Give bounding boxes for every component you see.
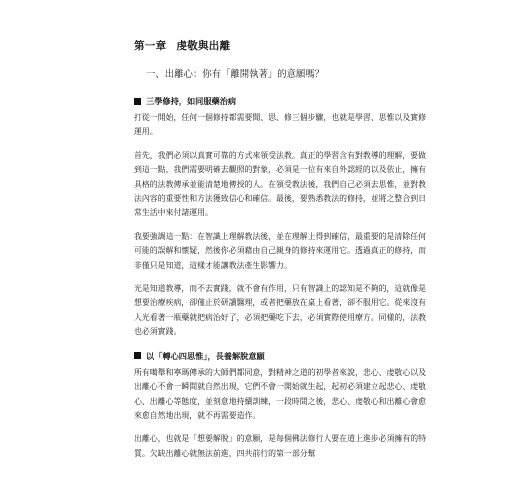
- section-heading-three-trainings: [134, 94, 426, 108]
- section-heading-text: 三學修持，如同服藥治病: [146, 96, 237, 106]
- section-heading-text: 以「轉心四思惟」，長養解脫意願: [146, 350, 265, 361]
- paragraph: 光是知道教導，而不去實踐，就不會有作用，只有智識上的認知是不夠的，這就像是想要治療疾病，卻僅止於研讀醫理，或者把藥放在桌上看著，卻不服用它。從來沒有人光看著一瓶藥就把病治好了，必須把藥吃下去，必須實際使用療方。同樣的，法教也必須實踐。: [134, 284, 426, 337]
- paragraph: 我要強調這一點：在智識上理解教法後，並在理解上得到確信，最重要的是清除任何可能的誤解和懷疑，然後你必須藉由自己親身的修持來運用它。透過真正的修持，而非僅只是知道，這樣才能讓教法產生影響力。: [134, 231, 426, 270]
- chapter-title: 虔敬與出離: [176, 40, 231, 52]
- square-bullet-icon: [134, 352, 141, 359]
- paragraph: 出離心，也就是「想要解脫」的意願，是每個佛法修行人要在道上進步必須擁有的特質。欠缺出離心就無法前進，四共前行的第一部分幫: [134, 434, 426, 458]
- section-heading-four-thoughts: [134, 349, 426, 363]
- chapter-number: 第一章: [134, 40, 167, 52]
- book-page: [134, 38, 426, 461]
- square-bullet-icon: [134, 98, 141, 105]
- section-subtitle: 一、出離心：你有「離開執著」的意願嗎？: [146, 69, 325, 80]
- paragraph: 所有噶舉和寧瑪傳承的大師們都同意，對精神之道的初學者來說，悲心、虔敬心以及出離心不會一瞬間就自然出現，它們不會一開始就生起，起初必須建立起悲心、虔敬心、出離心等態度，並刻意地持續訓練，一段時間之後，悲心、虔敬心和出離心會愈來愈自然地出現，就不再需要造作。: [134, 367, 426, 420]
- paragraph: 打從一開始，任何一個修持都需要聞、思、修三個步驟，也就是學習、思惟以及實修運用。: [134, 113, 426, 137]
- paragraph: 首先，我們必須以真實可靠的方式來領受法教。真正的學習含有對教導的理解，要做到這一點，我們需要明確去觀照的對象，必須是一位有來自外認經的以及依止，擁有具格的法教傳承並能清楚地傳授的人。在領受教法後，我們自己必須去思惟，並對教法內容的重要性和方法獲致信心和確信。最後，要熟悉教法的修持，並將之整合到日常生活中來付諸運用。: [134, 150, 426, 218]
- chapter-heading: [134, 38, 426, 54]
